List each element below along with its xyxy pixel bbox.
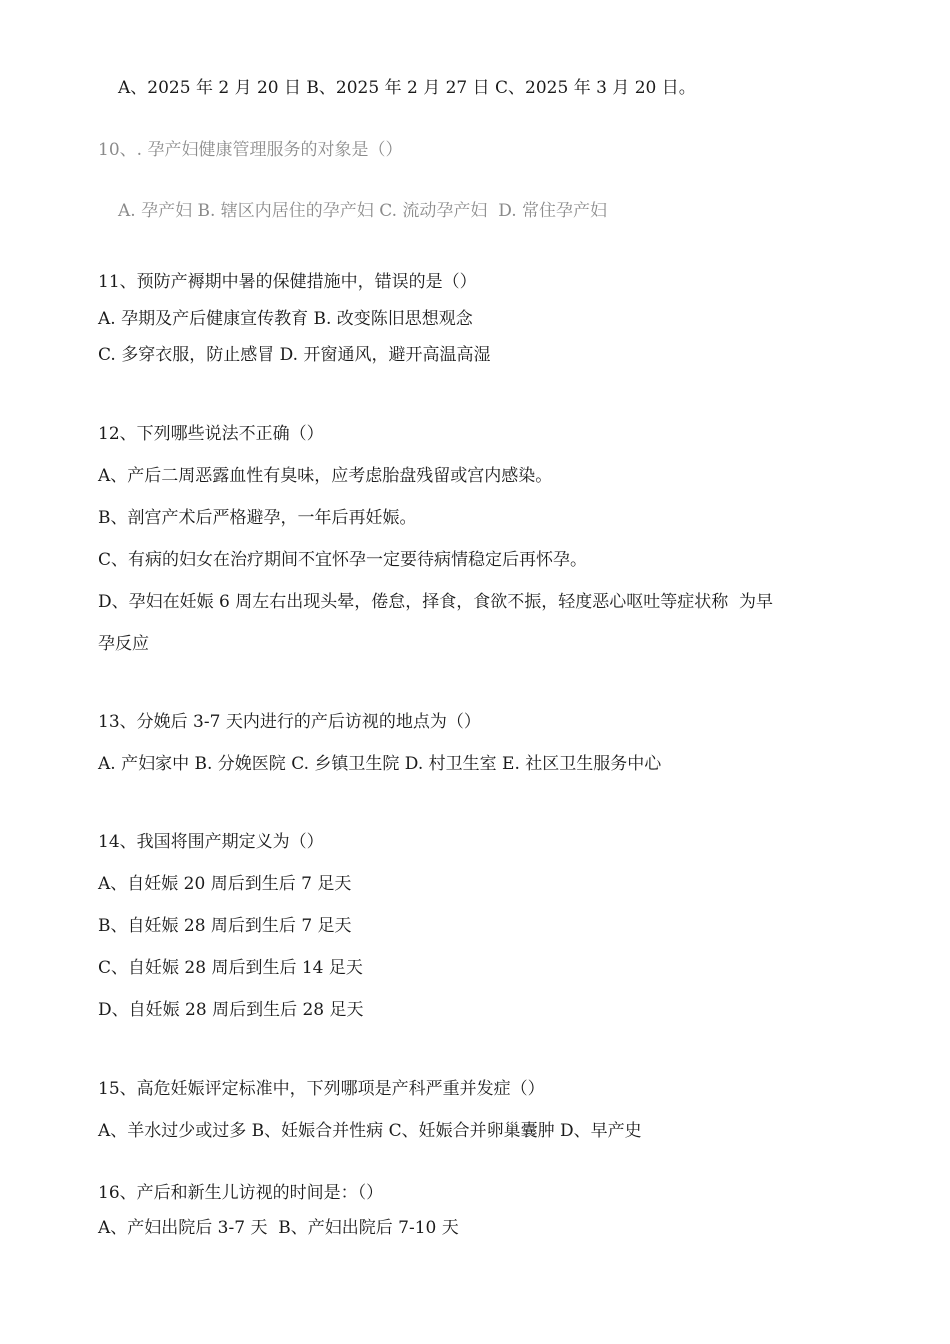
q14-option-c: C、自妊娠 28 周后到生后 14 足天	[98, 958, 363, 978]
q12-option-a: A、产后二周恶露血性有臭味，应考虑胎盘残留或宫内感染。	[98, 466, 553, 486]
q12-option-b: B、剖宫产术后严格避孕，一年后再妊娠。	[98, 508, 417, 528]
q14-option-d: D、自妊娠 28 周后到生后 28 足天	[98, 1000, 364, 1020]
q10-stem: 10、. 孕产妇健康管理服务的对象是（）	[98, 140, 403, 160]
q15-stem: 15、高危妊娠评定标准中，下列哪项是产科严重并发症（）	[98, 1079, 545, 1099]
q12-option-d-line1: D、孕妇在妊娠 6 周左右出现头晕，倦怠，择食，食欲不振，轻度恶心呕吐等症状称 为早	[98, 592, 774, 612]
q14-option-b: B、自妊娠 28 周后到生后 7 足天	[98, 916, 352, 936]
q12-option-c: C、有病的妇女在治疗期间不宜怀孕一定要待病情稳定后再怀孕。	[98, 550, 588, 570]
q11-options-ab: A. 孕期及产后健康宣传教育 B. 改变陈旧思想观念	[98, 309, 473, 329]
q13-options: A. 产妇家中 B. 分娩医院 C. 乡镇卫生院 D. 村卫生室 E. 社区卫生服务中心	[98, 754, 662, 774]
q14-stem: 14、我国将围产期定义为（）	[98, 832, 324, 852]
q10-options: A. 孕产妇 B. 辖区内居住的孕产妇 C. 流动孕产妇 D. 常住孕产妇	[118, 201, 608, 221]
q16-options: A、产妇出院后 3-7 天 B、产妇出院后 7-10 天	[98, 1218, 459, 1238]
q9-options: A、2025 年 2 月 20 日 B、2025 年 2 月 27 日 C、2025 年 3 月 20 日。	[118, 78, 696, 98]
q15-options: A、羊水过少或过多 B、妊娠合并性病 C、妊娠合并卵巢囊肿 D、早产史	[98, 1121, 642, 1141]
q14-option-a: A、自妊娠 20 周后到生后 7 足天	[98, 874, 352, 894]
q11-stem: 11、预防产褥期中暑的保健措施中，错误的是（）	[98, 272, 477, 292]
q12-stem: 12、下列哪些说法不正确（）	[98, 424, 324, 444]
q16-stem: 16、产后和新生儿访视的时间是：（）	[98, 1183, 384, 1203]
q12-option-d-line2: 孕反应	[98, 634, 149, 654]
q11-options-cd: C. 多穿衣服，防止感冒 D. 开窗通风，避开高温高湿	[98, 345, 491, 365]
q13-stem: 13、分娩后 3-7 天内进行的产后访视的地点为（）	[98, 712, 481, 732]
